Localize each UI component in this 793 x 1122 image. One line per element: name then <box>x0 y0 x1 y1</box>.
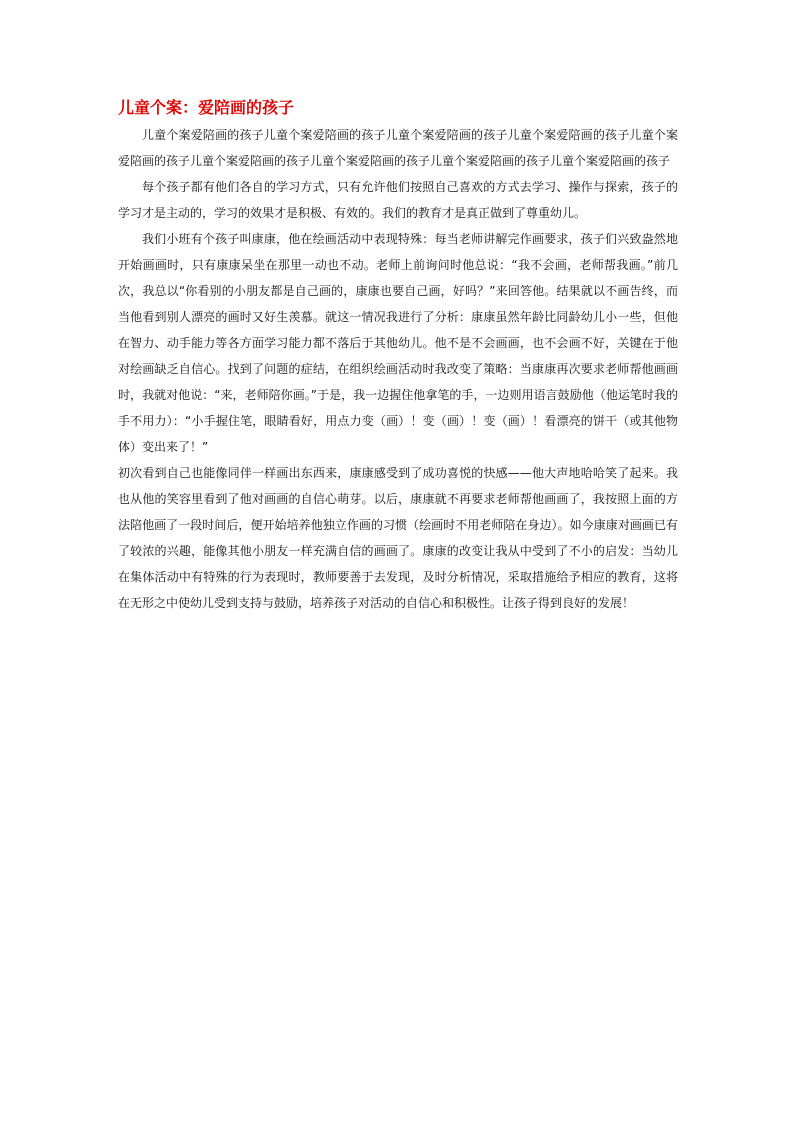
intro-paragraph: 每个孩子都有他们各自的学习方式，只有允许他们按照自己喜欢的方式去学习、操作与探索，孩子的学习才是主动的，学习的效果才是积极、有效的。我们的教育才是真正做到了尊重幼儿。 <box>118 180 678 220</box>
repeated-title-paragraph: 儿童个案爱陪画的孩子儿童个案爱陪画的孩子儿童个案爱陪画的孩子儿童个案爱陪画的孩子儿童个案爱陪画的孩子儿童个案爱陪画的孩子儿童个案爱陪画的孩子儿童个案爱陪画的孩子儿童个案爱陪画的孩子 <box>118 128 678 168</box>
document-title: 儿童个案：爱陪画的孩子 <box>118 98 295 117</box>
reflection-paragraph: 初次看到自己也能像同伴一样画出东西来，康康感受到了成功喜悦的快感——他大声地哈哈笑了起来。我也从他的笑容里看到了他对画画的自信心萌芽。以后，康康就不再要求老师帮他画画了，我按照上面的方法陪他画了一段时间后，便开始培养他独立作画的习惯（绘画时不用老师陪在身边）。如今康康对画画已有了较浓的兴趣，能像其他小朋友一样充满自信的画画了。康康的改变让我从中受到了不小的启发：当幼儿在集体活动中有特殊的行为表现时，教师要善于去发现，及时分析情况，采取措施给予相应的教育，这将在无形之中使幼儿受到支持与鼓励，培养孩子对活动的自信心和积极性。让孩子得到良好的发展！ <box>118 466 678 610</box>
case-description-paragraph: 我们小班有个孩子叫康康，他在绘画活动中表现特殊：每当老师讲解完作画要求，孩子们兴致盎然地开始画画时，只有康康呆坐在那里一动也不动。老师上前询问时他总说：“我不会画，老师帮我画。”前几次，我总以“你看别的小朋友都是自己画的，康康也要自己画，好吗？”来回答他。结果就以不画告终，而当他看到别人漂亮的画时又好生羡慕。就这一情况我进行了分析：康康虽然年龄比同龄幼儿小一些，但他在智力、动手能力等各方面学习能力都不落后于其他幼儿。他不是不会画画，也不会画不好，关键在于他对绘画缺乏自信心。找到了问题的症结，在组织绘画活动时我改变了策略：当康康再次要求老师帮他画画时，我就对他说：“来，老师陪你画。”于是，我一边握住他拿笔的手，一边则用语言鼓励他（他运笔时我的手不用力）：“小手握住笔，眼睛看好，用点力变（画）！变（画）！变（画）！看漂亮的饼干（或其他物体）变出来了！” <box>118 232 678 454</box>
document-page <box>118 96 678 616</box>
